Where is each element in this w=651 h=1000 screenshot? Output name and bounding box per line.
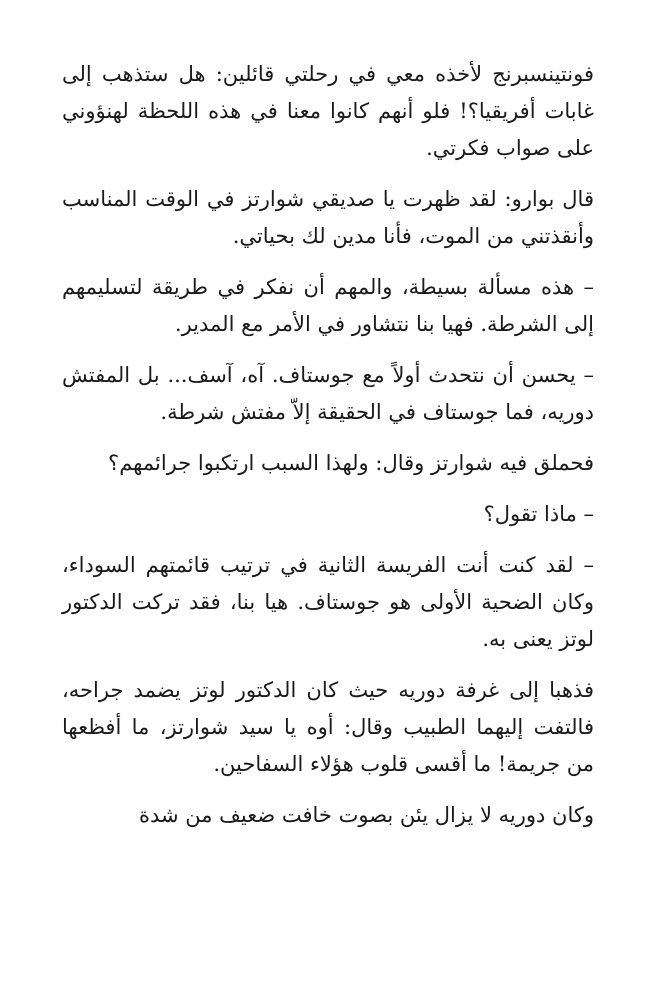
paragraph-4: – يحسن أن نتحدث أولاً مع جوستاف. آه، آسف... بل المفتش دوريه، فما جوستاف في الحقيقة إلاّ مفتش شرطة. xyxy=(62,363,594,424)
paragraph-8: فذهبا إلى غرفة دوريه حيث كان الدكتور لوتز يضمد جراحه، فالتفت إليهما الطبيب وقال: أوه يا سيد شوارتز، ما أفظعها من جريمة! ما أقسى قلوب هؤلاء السفاحين. xyxy=(62,678,594,776)
paragraph-2: قال بوارو: لقد ظهرت يا صديقي شوارتز في الوقت المناسب وأنقذتني من الموت، فأنا مدين لك بحياتي. xyxy=(62,187,594,248)
paragraph-1: فونتينسبرنج لأخذه معي في رحلتي قائلين: هل ستذهب إلى غابات أفريقيا؟! فلو أنهم كانوا معنا في هذه اللحظة لهنؤوني على صواب فكرتي. xyxy=(62,62,594,160)
paragraph-9: وكان دوريه لا يزال يئن بصوت خافت ضعيف من شدة xyxy=(138,803,594,827)
paragraph-7: – لقد كنت أنت الفريسة الثانية في ترتيب قائمتهم السوداء، وكان الضحية الأولى هو جوستاف. هيا بنا، فقد تركت الدكتور لوتز يعنى به. xyxy=(62,553,594,651)
paragraph-5: فحملق فيه شوارتز وقال: ولهذا السبب ارتكبوا جرائمهم؟ xyxy=(108,451,594,475)
paragraph-6: – ماذا تقول؟ xyxy=(483,502,594,526)
paragraph-3: – هذه مسألة بسيطة، والمهم أن نفكر في طريقة لتسليمهم إلى الشرطة. فهيا بنا نتشاور في الأمر مع المدير. xyxy=(62,275,594,336)
book-page xyxy=(62,56,594,848)
